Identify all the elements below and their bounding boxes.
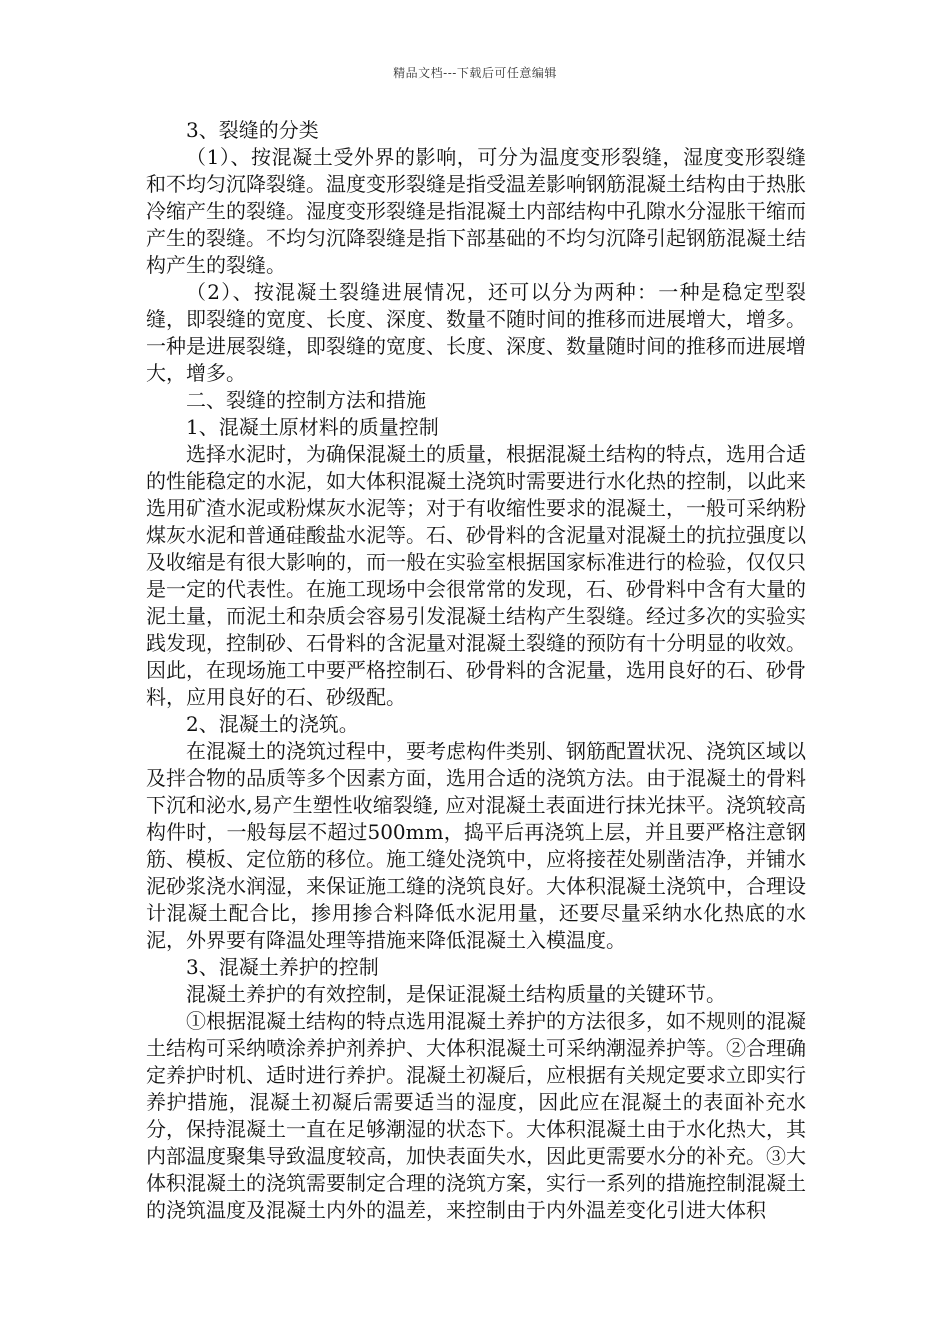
paragraph: 在混凝土的浇筑过程中，要考虑构件类别、钢筋配置状况、浇筑区域以及拌合物的品质等多个因素方面，选用合适的浇筑方法。由于混凝土的骨料下沉和泌水,易产生塑性收缩裂缝, 应对混凝土表面进行抹光抹平。浇筑较高构件时，一般每层不超过500mm，捣平后再浇筑上层，并且要严格注意钢筋、模板、定位筋的移位。施工缝处浇筑中，应将接茬处剔凿洁净，并铺水泥砂浆浇水润湿，来保证施工缝的浇筑良好。大体积混凝土浇筑中，合理设计混凝土配合比，掺用掺合料降低水泥用量，还要尽量采纳水化热底的水泥，外界要有降温处理等措施来降低混凝土入模温度。	[146, 739, 806, 952]
section-heading: 1、混凝土原材料的质量控制	[186, 415, 439, 439]
page-header: 精品文档---下载后可任意编辑	[393, 66, 557, 80]
paragraph: ①根据混凝土结构的特点选用混凝土养护的方法很多，如不规则的混凝土结构可采纳喷涂养护剂养护、大体积混凝土可采纳潮湿养护等。②合理确定养护时机、适时进行养护。混凝土初凝后，应根据有关规定要求立即实行养护措施，混凝土初凝后需要适当的湿度，因此应在混凝土的表面补充水分，保持混凝土一直在足够潮湿的状态下。大体积混凝土由于水化热大，其内部温度聚集导致温度较高，加快表面失水，因此更需要水分的补充。③大体积混凝土的浇筑需要制定合理的浇筑方案，实行一系列的措施控制混凝土的浇筑温度及混凝土内外的温差，来控制由于内外温差变化引进大体积	[146, 1009, 806, 1222]
paragraph: （1）、按混凝土受外界的影响，可分为温度变形裂缝，湿度变形裂缝和不均匀沉降裂缝。温度变形裂缝是指受温差影响钢筋混凝土结构由于热胀冷缩产生的裂缝。湿度变形裂缝是指混凝土内部结构中孔隙水分湿胀干缩而产生的裂缝。不均匀沉降裂缝是指下部基础的不均匀沉降引起钢筋混凝土结构产生的裂缝。	[146, 145, 806, 277]
paragraph: 混凝土养护的有效控制，是保证混凝土结构质量的关键环节。	[186, 982, 726, 1006]
paragraph: （2）、按混凝土裂缝进展情况，还可以分为两种：一种是稳定型裂缝，即裂缝的宽度、长度、深度、数量不随时间的推移而进展增大，增多。一种是进展裂缝，即裂缝的宽度、长度、深度、数量随时间的推移而进展增大，增多。	[146, 280, 806, 385]
section-heading: 二、裂缝的控制方法和措施	[186, 388, 426, 412]
document-body	[146, 117, 806, 1224]
section-heading: 3、混凝土养护的控制	[186, 955, 379, 979]
section-heading: 3、裂缝的分类	[186, 118, 319, 142]
paragraph: 选择水泥时，为确保混凝土的质量，根据混凝土结构的特点，选用合适的性能稳定的水泥，如大体积混凝土浇筑时需要进行水化热的控制，以此来选用矿渣水泥或粉煤灰水泥等；对于有收缩性要求的混凝土，一般可采纳粉煤灰水泥和普通硅酸盐水泥等。石、砂骨料的含泥量对混凝土的抗拉强度以及收缩是有很大影响的，而一般在实验室根据国家标准进行的检验，仅仅只是一定的代表性。在施工现场中会很常常的发现，石、砂骨料中含有大量的泥土量，而泥土和杂质会容易引发混凝土结构产生裂缝。经过多次的实验实践发现，控制砂、石骨料的含泥量对混凝土裂缝的预防有十分明显的收效。因此，在现场施工中要严格控制石、砂骨料的含泥量，选用良好的石、砂骨料，应用良好的石、砂级配。	[146, 442, 806, 709]
section-heading: 2、混凝土的浇筑。	[186, 712, 359, 736]
